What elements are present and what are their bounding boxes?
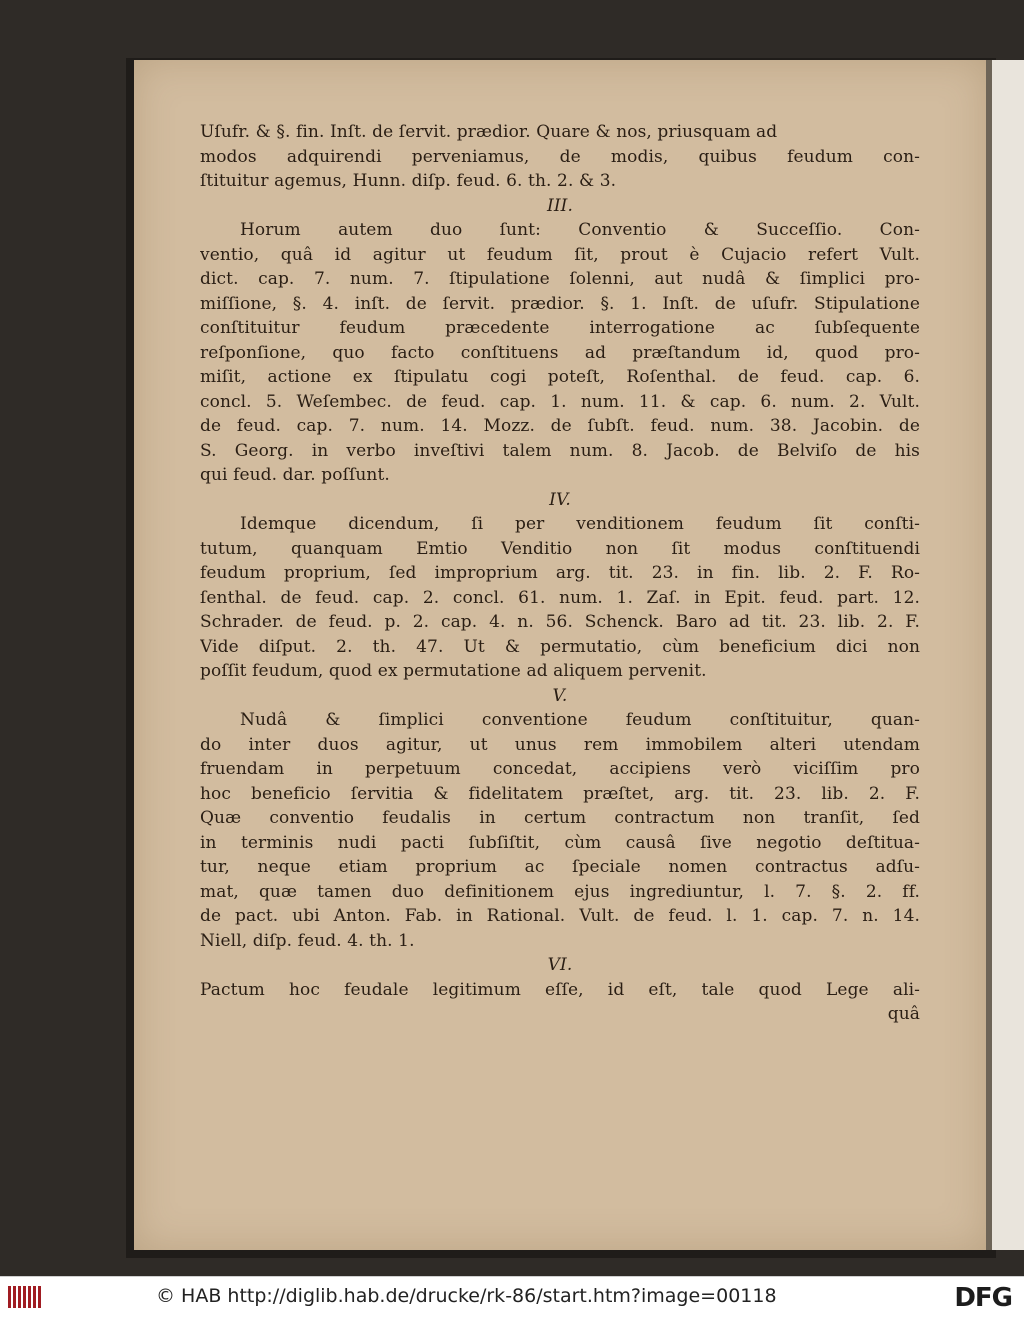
text-line: Nudâ & ſimplici conventione feudum conſtituitur, quan- [240,710,920,730]
text-line: Pactum hoc feudale legitimum eſſe, id eſt, tale quod Lege ali- [200,979,920,1000]
text-line: ſenthal. de feud. cap. 2. concl. 61. num. 1. Zaſ. in Epit. feud. part. 12. [200,587,920,608]
text-line: ventio, quâ id agitur ut feudum ſit, prout è Cujacio refert Vult. [200,244,920,265]
section-heading: V. [552,685,568,706]
dfg-logo: DFG [954,1283,1012,1313]
catchword: quâ [887,1004,920,1024]
text-line: Quæ conventio feudalis in certum contractum non tranſit, ſed [200,808,920,828]
section-heading: III. [547,195,573,216]
page-text [200,120,920,1040]
text-line: conſtituitur feudum præcedente interrogatione ac ſubſequente [200,318,920,338]
text-line: miſſione, §. 4. inſt. de ſervit. prædior. §. 1. Inſt. de uſufr. Stipulatione [200,293,920,314]
section-heading: IV. [549,489,571,510]
text-line: fruendam in perpetuum concedat, accipiens verò viciſſim pro [200,759,920,779]
text-line: Uſufr. & §. fin. Inſt. de ſervit. prædior. Quare & nos, priusquam ad [200,122,778,142]
text-line: Niell, diſp. feud. 4. th. 1. [200,930,415,951]
text-line: tur, neque etiam proprium ac ſpeciale nomen contractus adſu- [200,857,920,877]
text-line: Horum autem duo ſunt: Conventio & Succeſſio. Con- [240,220,920,240]
text-line: poſſit feudum, quod ex permutatione ad aliquem pervenit. [200,661,707,681]
footer-bar [0,1276,1024,1317]
text-line: S. Georg. in verbo inveſtivi talem num. 8. Jacob. de Belviſo de his [200,440,920,461]
text-line: Schrader. de feud. p. 2. cap. 4. n. 56. Schenck. Baro ad tit. 23. lib. 2. F. [200,612,920,632]
text-line: concl. 5. Weſembec. de feud. cap. 1. num. 11. & cap. 6. num. 2. Vult. [200,391,920,412]
text-line: do inter duos agitur, ut unus rem immobilem alteri utendam [200,734,920,755]
hab-logo-icon [8,1286,44,1308]
text-line: qui feud. dar. poſſunt. [200,465,390,485]
text-line: tutum, quanquam Emtio Venditio non ſit modus conſtituendi [200,538,920,559]
section-heading: VI. [547,955,573,975]
text-line: mat, quæ tamen duo definitionem ejus ingrediuntur, l. 7. §. 2. ff. [200,881,920,902]
text-line: de feud. cap. 7. num. 14. Mozz. de ſubſt. feud. num. 38. Jacobin. de [200,416,920,436]
text-line: ſtituitur agemus, Hunn. diſp. feud. 6. th. 2. & 3. [200,171,617,191]
footer-copyright-link[interactable]: © HAB http://diglib.hab.de/drucke/rk-86/start.htm?image=00118 [156,1285,777,1307]
text-line: reſponſione, quo facto conſtituens ad præſtandum id, quod pro- [200,342,920,363]
text-line: Vide diſput. 2. th. 47. Ut & permutatio, cùm beneficium dici non [200,636,920,657]
text-line: de pact. ubi Anton. Fab. in Rational. Vult. de feud. l. 1. cap. 7. n. 14. [200,906,920,926]
text-line: feudum proprium, ſed improprium arg. tit. 23. in fin. lib. 2. F. Ro- [200,563,920,583]
text-line: modos adquirendi perveniamus, de modis, quibus feudum con- [200,146,920,167]
text-line: in terminis nudi pacti ſubſiſtit, cùm causâ ſive negotio deſtitua- [200,832,920,853]
text-line: miſit, actione ex ſtipulatu cogi poteſt, Roſenthal. de feud. cap. 6. [200,367,920,387]
adjacent-page-edge [986,60,1024,1250]
text-line: hoc beneficio ſervitia & fidelitatem præſtet, arg. tit. 23. lib. 2. F. [200,783,920,804]
text-line: Idemque dicendum, ſi per venditionem feudum ſit conſti- [240,514,920,534]
text-line: dict. cap. 7. num. 7. ſtipulatione ſolenni, aut nudâ & ſimplici pro- [200,269,920,289]
